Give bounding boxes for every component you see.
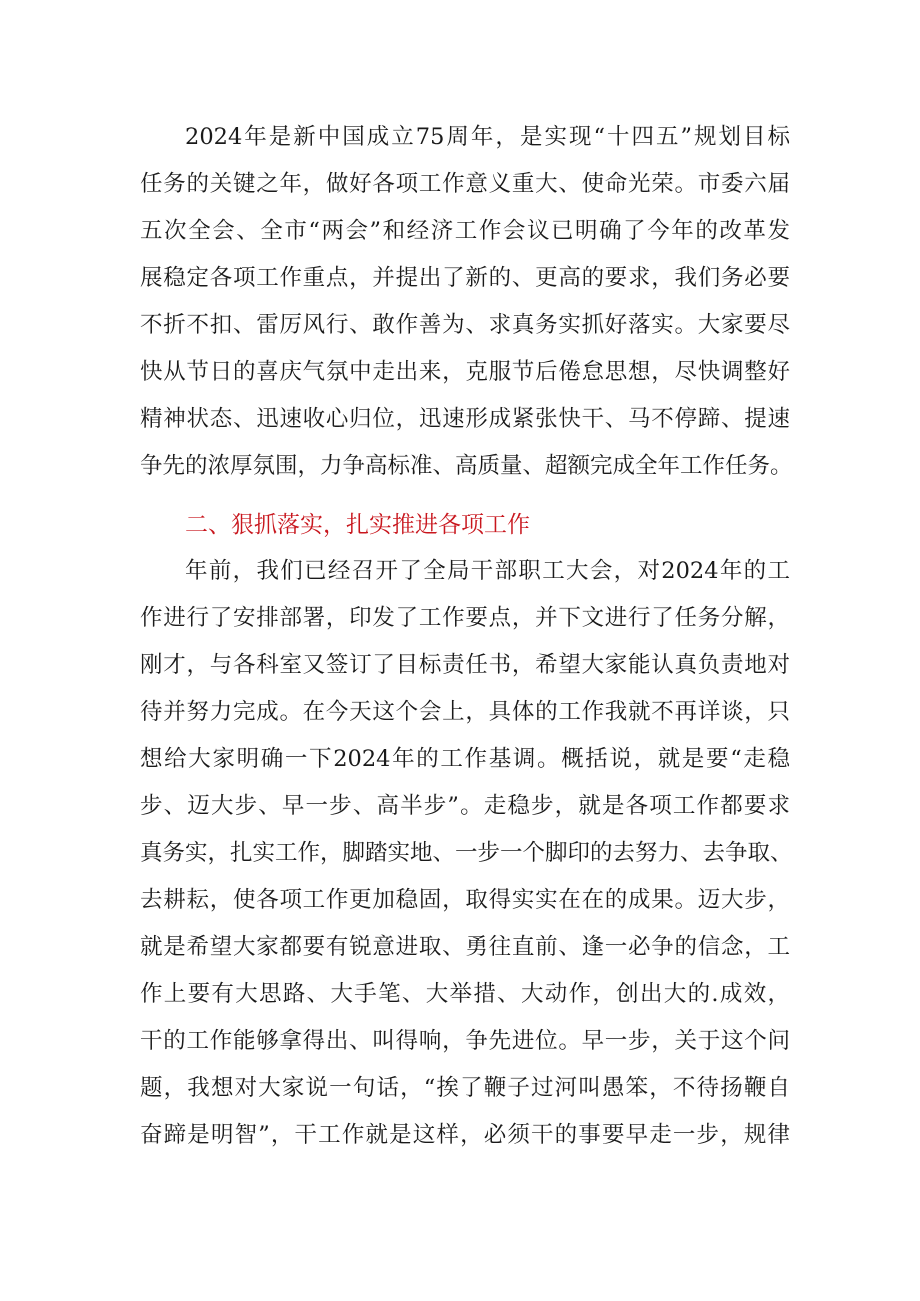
text-line: 干的工作能够拿得出、叫得响，争先进位。早一步，关于这个问 — [140, 1028, 790, 1054]
text-line: 真务实，扎实工作，脚踏实地、一步一个脚印的去努力、去争取、 — [140, 840, 793, 866]
text-line: 题，我想对大家说一句话，“挨了鞭子过河叫愚笨，不待扬鞭自 — [140, 1075, 790, 1101]
text-line: 精神状态、迅速收心归位，迅速形成紧张快干、马不停蹄、提速 — [140, 406, 790, 432]
paragraph-intro — [140, 114, 793, 490]
text-line: 争先的浓厚氛围，力争高标准、高质量、超额完成全年工作任务。 — [140, 453, 793, 479]
text-line: 就是希望大家都要有锐意进取、勇往直前、逢一必争的信念，工 — [140, 934, 790, 960]
text-line: 刚才，与各科室又签订了目标责任书，希望大家能认真负责地对 — [140, 652, 790, 678]
paragraph-section-two — [140, 548, 793, 1159]
text-line: 2024年是新中国成立75周年，是实现“十四五”规划目标 — [185, 124, 790, 150]
text-line: 任务的关键之年，做好各项工作意义重大、使命光荣。市委六届 — [140, 171, 790, 197]
text-line: 步、迈大步、早一步、高半步”。走稳步，就是各项工作都要求 — [140, 793, 790, 819]
text-line: 作上要有大思路、大手笔、大举措、大动作，创出大的.成效， — [140, 981, 790, 1007]
text-line: 想给大家明确一下2024年的工作基调。概括说，就是要“走稳 — [140, 746, 790, 772]
text-line: 年前，我们已经召开了全局干部职工大会，对2024年的工 — [185, 558, 790, 584]
text-line: 五次全会、全市“两会”和经济工作会议已明确了今年的改革发 — [140, 218, 790, 244]
text-line: 展稳定各项工作重点，并提出了新的、更高的要求，我们务必要 — [140, 265, 790, 291]
text-line: 待并努力完成。在今天这个会上，具体的工作我就不再详谈，只 — [140, 699, 790, 725]
text-line: 去耕耘，使各项工作更加稳固，取得实实在在的成果。迈大步， — [140, 887, 790, 913]
text-line: 不折不扣、雷厉风行、敢作善为、求真务实抓好落实。大家要尽 — [140, 312, 790, 338]
section-heading: 二、狠抓落实，扎实推进各项工作 — [185, 512, 530, 538]
text-line: 快从节日的喜庆气氛中走出来，克服节后倦怠思想，尽快调整好 — [140, 359, 790, 385]
text-line: 作进行了安排部署，印发了工作要点，并下文进行了任务分解， — [140, 605, 790, 631]
text-line: 奋蹄是明智”，干工作就是这样，必须干的事要早走一步，规律 — [140, 1122, 790, 1148]
